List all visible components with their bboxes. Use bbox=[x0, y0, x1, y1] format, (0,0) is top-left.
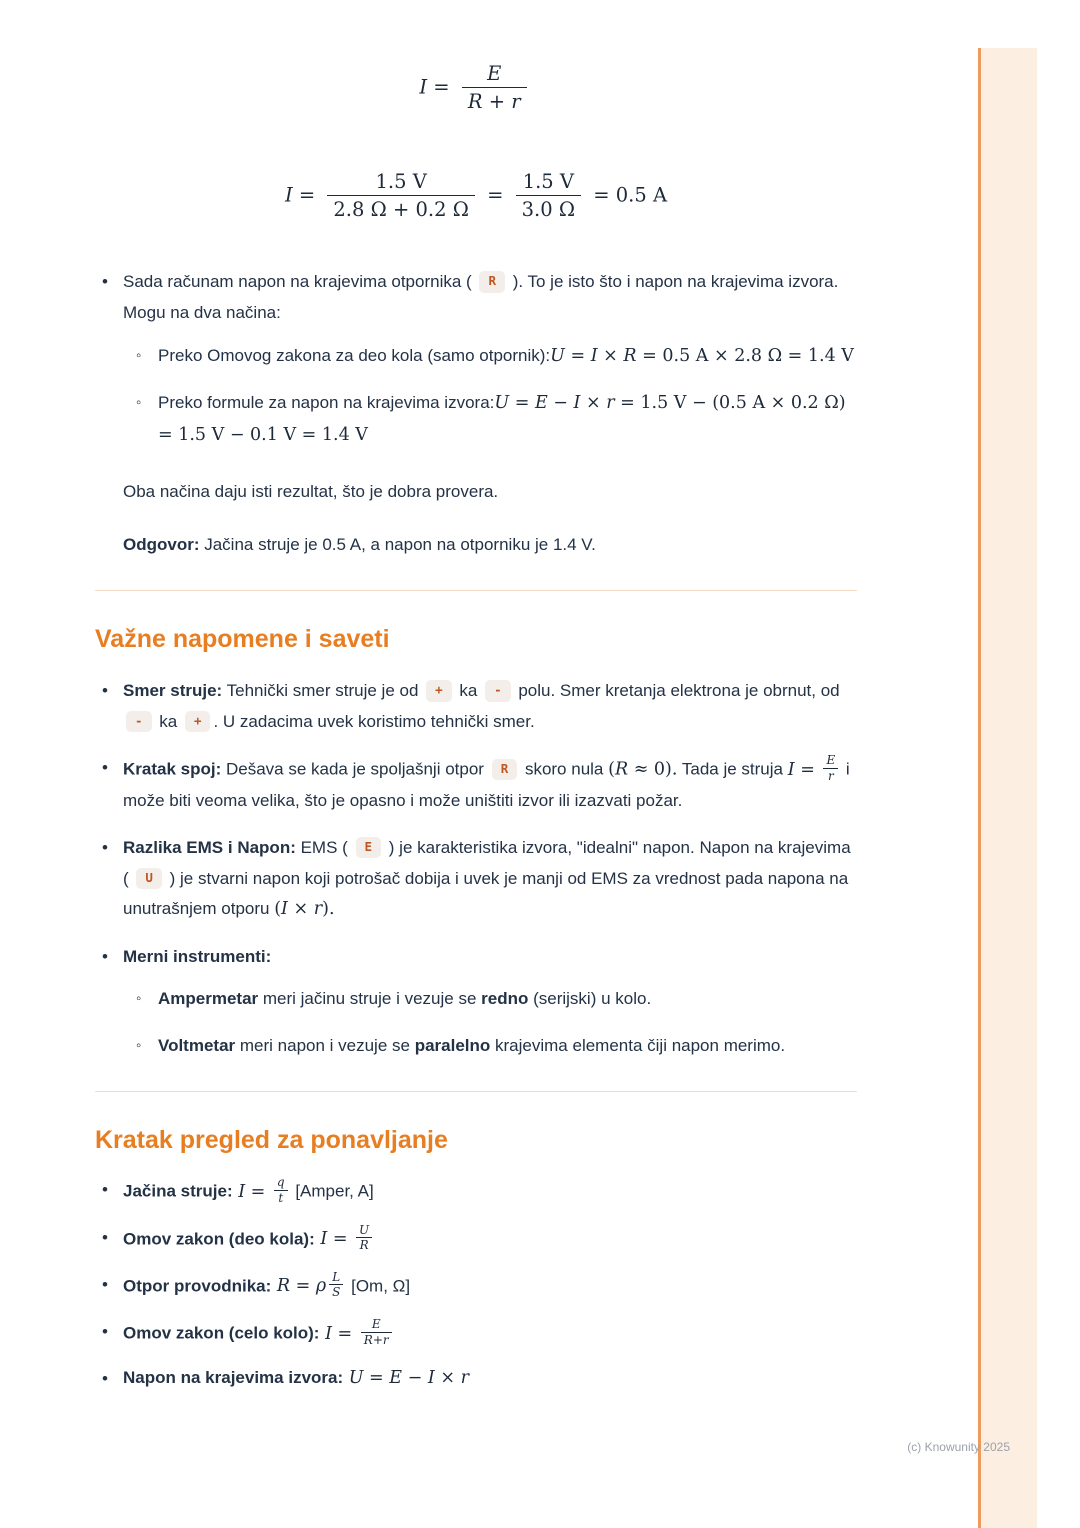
solution-sub-list bbox=[123, 341, 857, 452]
term-bold: redno bbox=[481, 989, 529, 1009]
text-segment: ka bbox=[454, 681, 483, 701]
math-var: U bbox=[348, 1368, 364, 1389]
text-segment: polu. Smer kretanja elektrona je obrnut, od bbox=[513, 681, 840, 701]
review-item-jacina-struje bbox=[95, 1175, 857, 1206]
text-segment: ) je stvarni napon koji potrošač dobija i uvek je manji od EMS za vrednost pada napona na unutrašnjem otporu bbox=[123, 868, 849, 919]
math-op: × bbox=[287, 899, 314, 920]
section-divider bbox=[95, 1091, 857, 1092]
math-op: × bbox=[434, 1368, 461, 1389]
sub-bullet-ampermetar bbox=[123, 984, 857, 1015]
math-op: = bbox=[363, 1368, 390, 1389]
text-segment: [Amper, A] bbox=[290, 1181, 374, 1201]
text-segment: ) je karakteristika izvora, "idealni" napon. Napon na krajevima ( bbox=[123, 837, 851, 888]
answer-label: Odgovor: bbox=[123, 534, 200, 554]
math-op: = bbox=[794, 759, 821, 780]
review-label: Otpor provodnika: bbox=[123, 1276, 272, 1296]
fraction-denominator: S bbox=[332, 1285, 341, 1300]
fraction-numerator: E bbox=[462, 60, 527, 88]
math-var: I bbox=[281, 899, 288, 920]
math-text: = 0.5 A × 2.8 Ω = 1.4 V bbox=[636, 345, 854, 366]
note-razlika-ems-napon bbox=[95, 833, 857, 926]
math-fraction bbox=[361, 1317, 392, 1347]
inline-math bbox=[271, 1269, 346, 1300]
inline-math bbox=[319, 1317, 394, 1347]
note-kratak-spoj bbox=[95, 753, 857, 816]
math-text: ). bbox=[322, 899, 335, 920]
fraction-denominator: r bbox=[827, 768, 834, 783]
math-var: I bbox=[325, 1323, 332, 1344]
math-text: ( bbox=[608, 759, 615, 780]
text-segment: Dešava se kada je spoljašnji otpor bbox=[221, 759, 489, 779]
review-list bbox=[95, 1175, 857, 1393]
math-var: R bbox=[623, 345, 637, 366]
fraction-numerator: E bbox=[823, 753, 838, 768]
fraction-numerator: 1.5 V bbox=[327, 168, 475, 196]
document-content bbox=[95, 0, 857, 1409]
math-op: × bbox=[580, 393, 607, 414]
math-text: = 1.5 V − (0.5 A × 0.2 Ω) = 1.5 V − 0.1 V = 1.4 V bbox=[158, 393, 846, 445]
fraction-denominator: R+r bbox=[363, 1332, 389, 1347]
text-segment: Tehnički smer struje je od bbox=[222, 681, 424, 701]
side-stripe bbox=[978, 48, 1037, 1528]
note-label: Kratak spoj: bbox=[123, 759, 222, 779]
math-var: I bbox=[427, 1368, 435, 1389]
math-fraction bbox=[327, 168, 475, 224]
formula-current-calculation bbox=[95, 168, 857, 224]
section-divider bbox=[95, 590, 857, 591]
review-label: Omov zakon (celo kolo): bbox=[123, 1323, 320, 1343]
fraction-denominator: 2.8 Ω + 0.2 Ω bbox=[333, 198, 469, 222]
notes-section-heading: Važne napomene i saveti bbox=[95, 625, 390, 654]
fraction-denominator: R bbox=[359, 1238, 369, 1253]
text-segment: skoro nula bbox=[520, 759, 609, 779]
math-fraction bbox=[356, 1223, 372, 1253]
review-section-heading: Kratak pregled za ponavljanje bbox=[95, 1126, 448, 1155]
review-label: Omov zakon (deo kola): bbox=[123, 1229, 315, 1249]
inline-math bbox=[787, 753, 841, 783]
text-segment: Preko formule za napon na krajevima izvora: bbox=[158, 393, 495, 413]
math-op: = bbox=[290, 1276, 316, 1297]
math-var: ρ bbox=[315, 1276, 327, 1297]
text-segment: meri napon i vezuje se bbox=[235, 1035, 415, 1055]
inline-code-chip-plus: + bbox=[185, 711, 211, 732]
text-segment: . U zadacima uvek koristimo tehnički smer. bbox=[213, 711, 535, 731]
sub-bullet-voltmetar bbox=[123, 1031, 857, 1062]
math-var: U bbox=[494, 393, 510, 414]
math-text: ≈ 0). bbox=[628, 759, 678, 780]
math-var: I bbox=[320, 1229, 328, 1250]
review-item-omov-deo-kola bbox=[95, 1223, 857, 1254]
math-var: R bbox=[614, 759, 629, 780]
notes-list bbox=[95, 676, 857, 1061]
math-fraction bbox=[329, 1270, 343, 1300]
text-segment: i može biti veoma velika, što je opasno i može uništiti izvor ili izazvati požar. bbox=[123, 759, 850, 811]
math-var: I bbox=[419, 75, 428, 99]
math-op: − bbox=[547, 393, 574, 414]
answer-text: Jačina struje je 0.5 A, a napon na otporniku je 1.4 V. bbox=[199, 534, 596, 554]
text-segment: Sada računam napon na krajevima otpornika ( bbox=[123, 272, 477, 292]
fraction-numerator: L bbox=[329, 1270, 343, 1285]
math-op: = bbox=[245, 1181, 271, 1202]
term-bold: Ampermetar bbox=[158, 989, 259, 1009]
math-var: E bbox=[534, 393, 548, 414]
inline-code-chip-minus: - bbox=[126, 711, 152, 732]
inline-math bbox=[550, 346, 854, 366]
fraction-denominator: 3.0 Ω bbox=[521, 198, 576, 222]
inline-math bbox=[608, 760, 677, 780]
text-segment: (serijski) u kolo. bbox=[528, 989, 652, 1009]
inline-code-chip-minus: - bbox=[485, 680, 511, 701]
inline-code-chip-r: R bbox=[492, 759, 518, 780]
review-item-napon-izvora bbox=[95, 1364, 857, 1393]
formula-ohm-full-circuit bbox=[95, 60, 857, 116]
math-var: R bbox=[276, 1276, 291, 1297]
text-segment: Tada je struja bbox=[677, 759, 788, 779]
review-label: Napon na krajevima izvora: bbox=[123, 1368, 344, 1388]
fraction-numerator: q bbox=[274, 1175, 288, 1190]
math-var: I bbox=[284, 183, 293, 207]
math-var: I bbox=[590, 345, 598, 366]
math-op: × bbox=[597, 345, 624, 366]
math-op: − bbox=[402, 1368, 428, 1389]
fraction-numerator: E bbox=[361, 1317, 392, 1332]
note-label: Razlika EMS i Napon: bbox=[123, 837, 296, 857]
math-fraction bbox=[823, 753, 838, 783]
review-label: Jačina struje: bbox=[123, 1181, 233, 1201]
note-merni-instrumenti bbox=[95, 942, 857, 1062]
inline-math bbox=[274, 899, 334, 919]
note-label: Smer struje: bbox=[123, 681, 223, 701]
math-op: = bbox=[509, 393, 535, 414]
instruments-sub-list bbox=[123, 984, 857, 1061]
math-var: r bbox=[313, 899, 323, 920]
text-segment: [Om, Ω] bbox=[346, 1276, 411, 1296]
inline-code-chip-e: E bbox=[356, 837, 382, 858]
fraction-numerator: U bbox=[356, 1223, 372, 1238]
copyright-watermark: (c) Knowunity 2025 bbox=[907, 1440, 1010, 1454]
note-smer-struje bbox=[95, 676, 857, 737]
math-var: U bbox=[550, 345, 565, 366]
fraction-numerator: 1.5 V bbox=[516, 168, 581, 196]
math-text: ( bbox=[274, 899, 282, 920]
math-op: = bbox=[331, 1323, 358, 1344]
sub-bullet-source-voltage bbox=[123, 388, 857, 451]
solution-list bbox=[95, 267, 857, 451]
math-var: r bbox=[606, 393, 615, 414]
math-equals: = bbox=[292, 183, 322, 207]
inline-math bbox=[233, 1175, 291, 1205]
math-var: E bbox=[389, 1368, 403, 1389]
math-var: I bbox=[238, 1181, 246, 1202]
math-fraction bbox=[462, 60, 527, 116]
review-item-omov-celo-kolo bbox=[95, 1317, 857, 1348]
math-equals: = bbox=[480, 183, 510, 207]
text-segment: EMS ( bbox=[295, 837, 353, 857]
math-equals: = bbox=[427, 75, 456, 99]
term-bold: paralelno bbox=[414, 1035, 491, 1055]
solution-bullet bbox=[95, 267, 857, 451]
text-segment: ka bbox=[154, 711, 182, 731]
math-op: = bbox=[327, 1229, 354, 1250]
math-fraction bbox=[516, 168, 581, 224]
text-segment: krajevima elementa čiji napon merimo. bbox=[490, 1035, 786, 1055]
note-label: Merni instrumenti: bbox=[123, 946, 272, 966]
math-result: = 0.5 A bbox=[587, 183, 668, 207]
inline-code-chip-u: U bbox=[136, 868, 162, 889]
inline-math bbox=[343, 1368, 469, 1388]
inline-math bbox=[315, 1222, 375, 1253]
math-fraction bbox=[274, 1175, 288, 1205]
answer-paragraph bbox=[95, 530, 857, 561]
term-bold: Voltmetar bbox=[158, 1035, 236, 1055]
verification-note: Oba načina daju isti rezultat, što je dobra provera. bbox=[123, 482, 499, 502]
text-segment: ). To je isto što i napon na krajevima izvora. Mogu na dva načina: bbox=[123, 272, 839, 322]
math-var: I bbox=[573, 393, 581, 414]
sub-bullet-ohm-partial bbox=[123, 341, 857, 373]
text-segment: meri jačinu struje i vezuje se bbox=[258, 989, 482, 1009]
math-var: I bbox=[787, 759, 795, 780]
review-item-otpor-provodnika bbox=[95, 1270, 857, 1301]
fraction-denominator: R + r bbox=[467, 90, 521, 114]
inline-code-chip-r: R bbox=[479, 271, 505, 292]
text-segment: Preko Omovog zakona za deo kola (samo otpornik): bbox=[158, 345, 551, 365]
math-var: r bbox=[460, 1368, 469, 1389]
math-op: = bbox=[564, 345, 591, 366]
inline-code-chip-plus: + bbox=[426, 680, 452, 701]
fraction-denominator: t bbox=[278, 1190, 284, 1205]
